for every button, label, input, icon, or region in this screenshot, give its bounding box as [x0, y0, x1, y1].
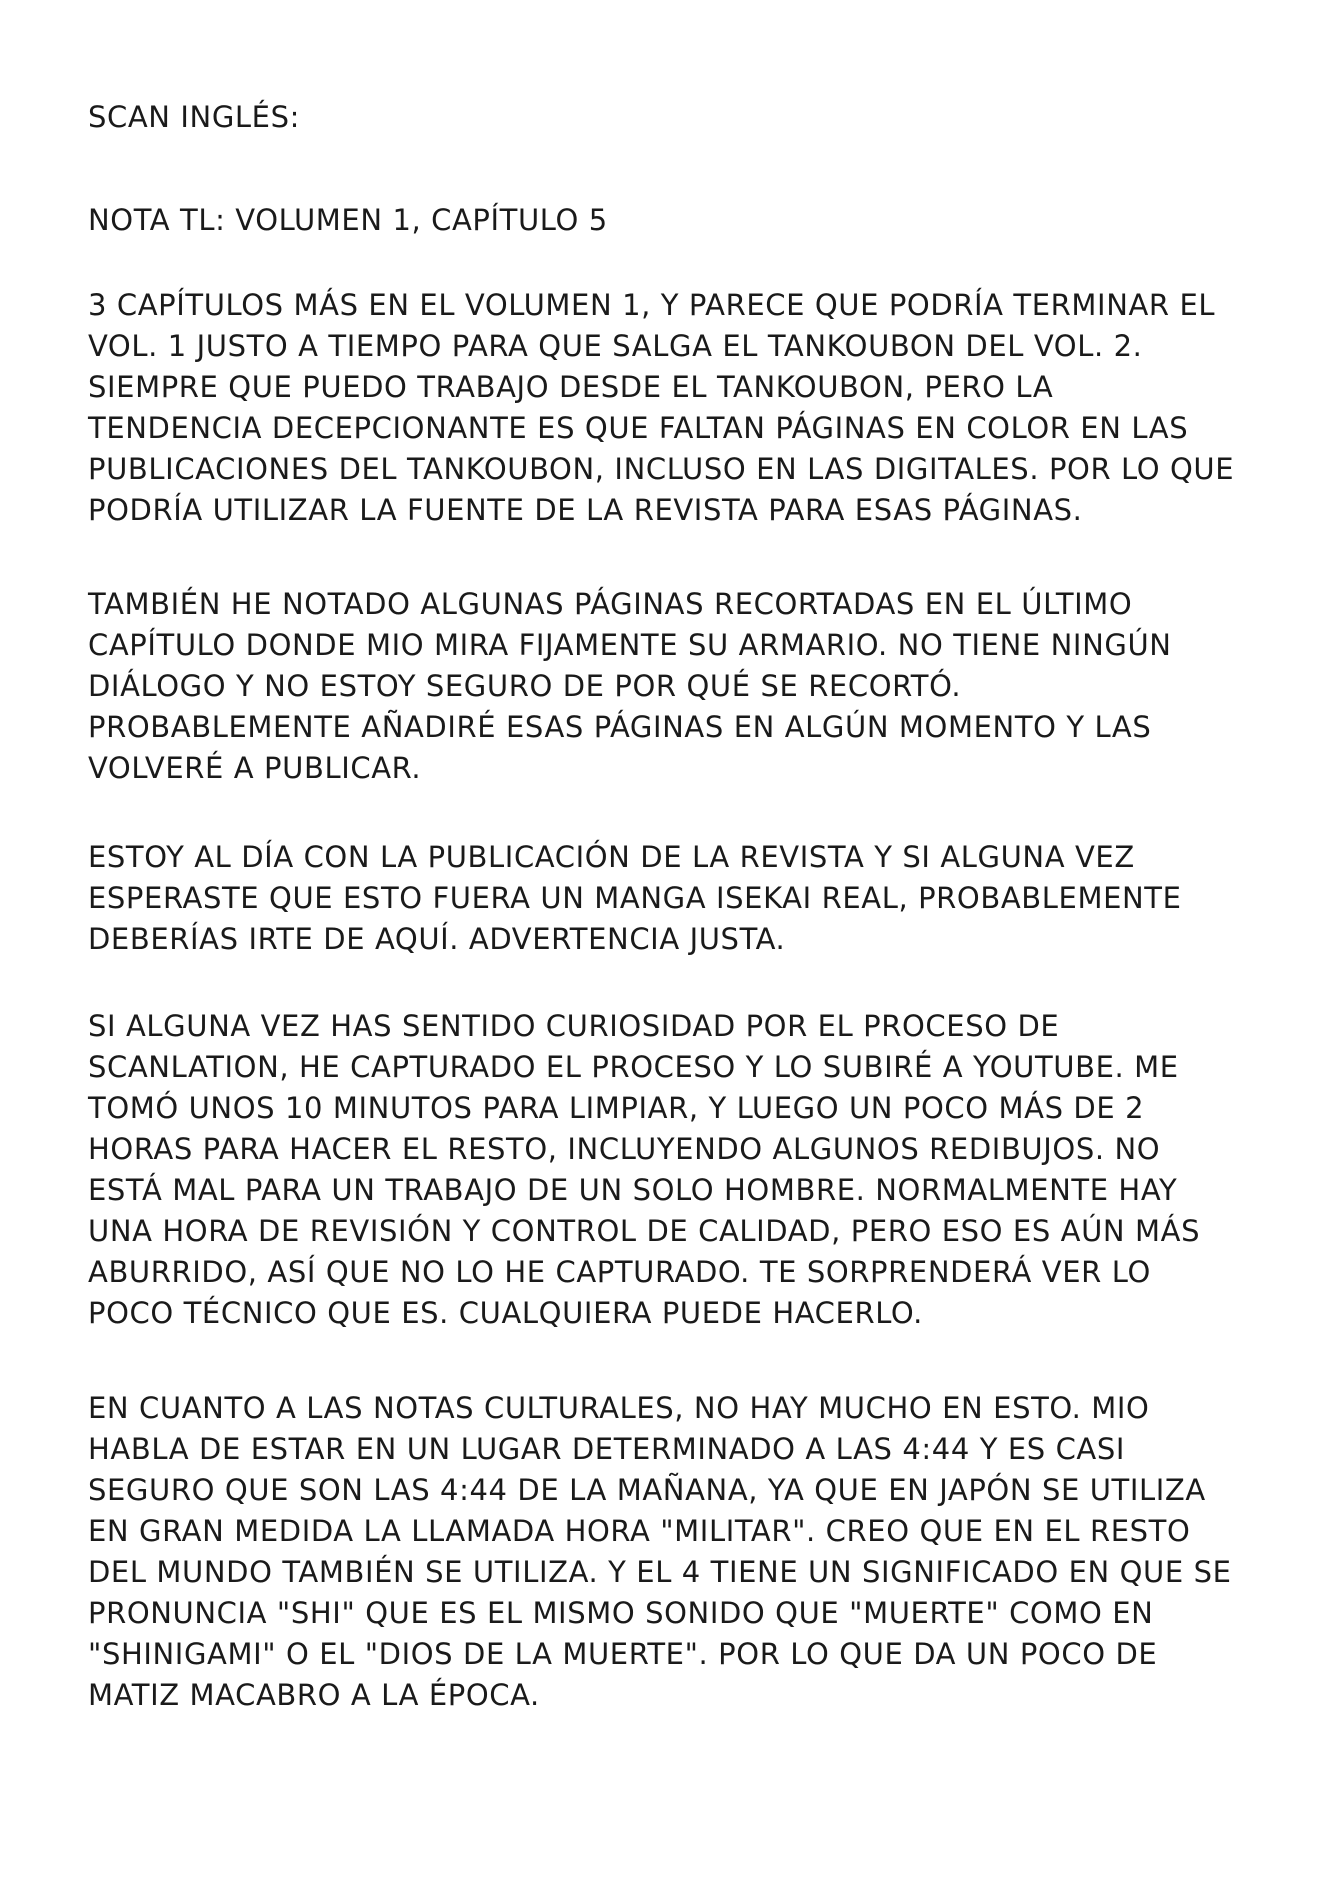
heading-text: SCAN INGLÉS:: [88, 100, 300, 134]
paragraph-line: 3 CAPÍTULOS MÁS EN EL VOLUMEN 1, Y PARECE QUE PODRÍA TERMINAR EL: [88, 288, 1216, 322]
paragraph-line: ESTOY AL DÍA CON LA PUBLICACIÓN DE LA REVISTA Y SI ALGUNA VEZ: [88, 840, 1135, 874]
paragraph-line: TENDENCIA DECEPCIONANTE ES QUE FALTAN PÁGINAS EN COLOR EN LAS: [88, 411, 1189, 445]
paragraph-line: TOMÓ UNOS 10 MINUTOS PARA LIMPIAR, Y LUEGO UN POCO MÁS DE 2: [88, 1091, 1145, 1125]
paragraph-1: [88, 285, 1268, 531]
paragraph-line: EN GRAN MEDIDA LA LLAMADA HORA "MILITAR". CREO QUE EN EL RESTO: [88, 1514, 1191, 1548]
paragraph-line: SCANLATION, HE CAPTURADO EL PROCESO Y LO SUBIRÉ A YOUTUBE. ME: [88, 1050, 1179, 1084]
paragraph-line: PUBLICACIONES DEL TANKOUBON, INCLUSO EN LAS DIGITALES. POR LO QUE: [88, 452, 1235, 486]
paragraph-line: DEL MUNDO TAMBIÉN SE UTILIZA. Y EL 4 TIENE UN SIGNIFICADO EN QUE SE: [88, 1555, 1232, 1589]
paragraph-line: ESTÁ MAL PARA UN TRABAJO DE UN SOLO HOMBRE. NORMALMENTE HAY: [88, 1173, 1178, 1207]
page-heading: [88, 97, 1268, 138]
paragraph-line: ESPERASTE QUE ESTO FUERA UN MANGA ISEKAI REAL, PROBABLEMENTE: [88, 881, 1182, 915]
paragraph-line: DEBERÍAS IRTE DE AQUÍ. ADVERTENCIA JUSTA.: [88, 922, 786, 956]
paragraph-3: [88, 837, 1268, 960]
paragraph-5: [88, 1388, 1268, 1716]
paragraph-2: [88, 584, 1268, 789]
paragraph-line: TAMBIÉN HE NOTADO ALGUNAS PÁGINAS RECORTADAS EN EL ÚLTIMO: [88, 587, 1133, 621]
tl-note-text: NOTA TL: VOLUMEN 1, CAPÍTULO 5: [88, 203, 608, 237]
paragraph-line: CAPÍTULO DONDE MIO MIRA FIJAMENTE SU ARMARIO. NO TIENE NINGÚN: [88, 628, 1172, 662]
paragraph-line: HORAS PARA HACER EL RESTO, INCLUYENDO ALGUNOS REDIBUJOS. NO: [88, 1132, 1161, 1166]
paragraph-line: MATIZ MACABRO A LA ÉPOCA.: [88, 1678, 540, 1712]
paragraph-line: HABLA DE ESTAR EN UN LUGAR DETERMINADO A LAS 4:44 Y ES CASI: [88, 1432, 1126, 1466]
paragraph-line: PODRÍA UTILIZAR LA FUENTE DE LA REVISTA PARA ESAS PÁGINAS.: [88, 493, 1083, 527]
paragraph-line: UNA HORA DE REVISIÓN Y CONTROL DE CALIDAD, PERO ESO ES AÚN MÁS: [88, 1214, 1201, 1248]
paragraph-line: "SHINIGAMI" O EL "DIOS DE LA MUERTE". POR LO QUE DA UN POCO DE: [88, 1637, 1158, 1671]
paragraph-line: PROBABLEMENTE AÑADIRÉ ESAS PÁGINAS EN ALGÚN MOMENTO Y LAS: [88, 710, 1152, 744]
paragraph-line: POCO TÉCNICO QUE ES. CUALQUIERA PUEDE HACERLO.: [88, 1296, 923, 1330]
paragraph-line: SI ALGUNA VEZ HAS SENTIDO CURIOSIDAD POR EL PROCESO DE: [88, 1009, 1060, 1043]
paragraph-line: VOLVERÉ A PUBLICAR.: [88, 751, 422, 785]
paragraph-line: PRONUNCIA "SHI" QUE ES EL MISMO SONIDO QUE "MUERTE" COMO EN: [88, 1596, 1154, 1630]
paragraph-line: VOL. 1 JUSTO A TIEMPO PARA QUE SALGA EL TANKOUBON DEL VOL. 2.: [88, 329, 1143, 363]
paragraph-line: ABURRIDO, ASÍ QUE NO LO HE CAPTURADO. TE SORPRENDERÁ VER LO: [88, 1255, 1151, 1289]
paragraph-line: SEGURO QUE SON LAS 4:44 DE LA MAÑANA, YA QUE EN JAPÓN SE UTILIZA: [88, 1473, 1206, 1507]
paragraph-line: EN CUANTO A LAS NOTAS CULTURALES, NO HAY MUCHO EN ESTO. MIO: [88, 1391, 1150, 1425]
tl-note: [88, 200, 1268, 241]
paragraph-line: SIEMPRE QUE PUEDO TRABAJO DESDE EL TANKOUBON, PERO LA: [88, 370, 1054, 404]
paragraph-4: [88, 1006, 1268, 1334]
paragraph-line: DIÁLOGO Y NO ESTOY SEGURO DE POR QUÉ SE RECORTÓ.: [88, 669, 962, 703]
